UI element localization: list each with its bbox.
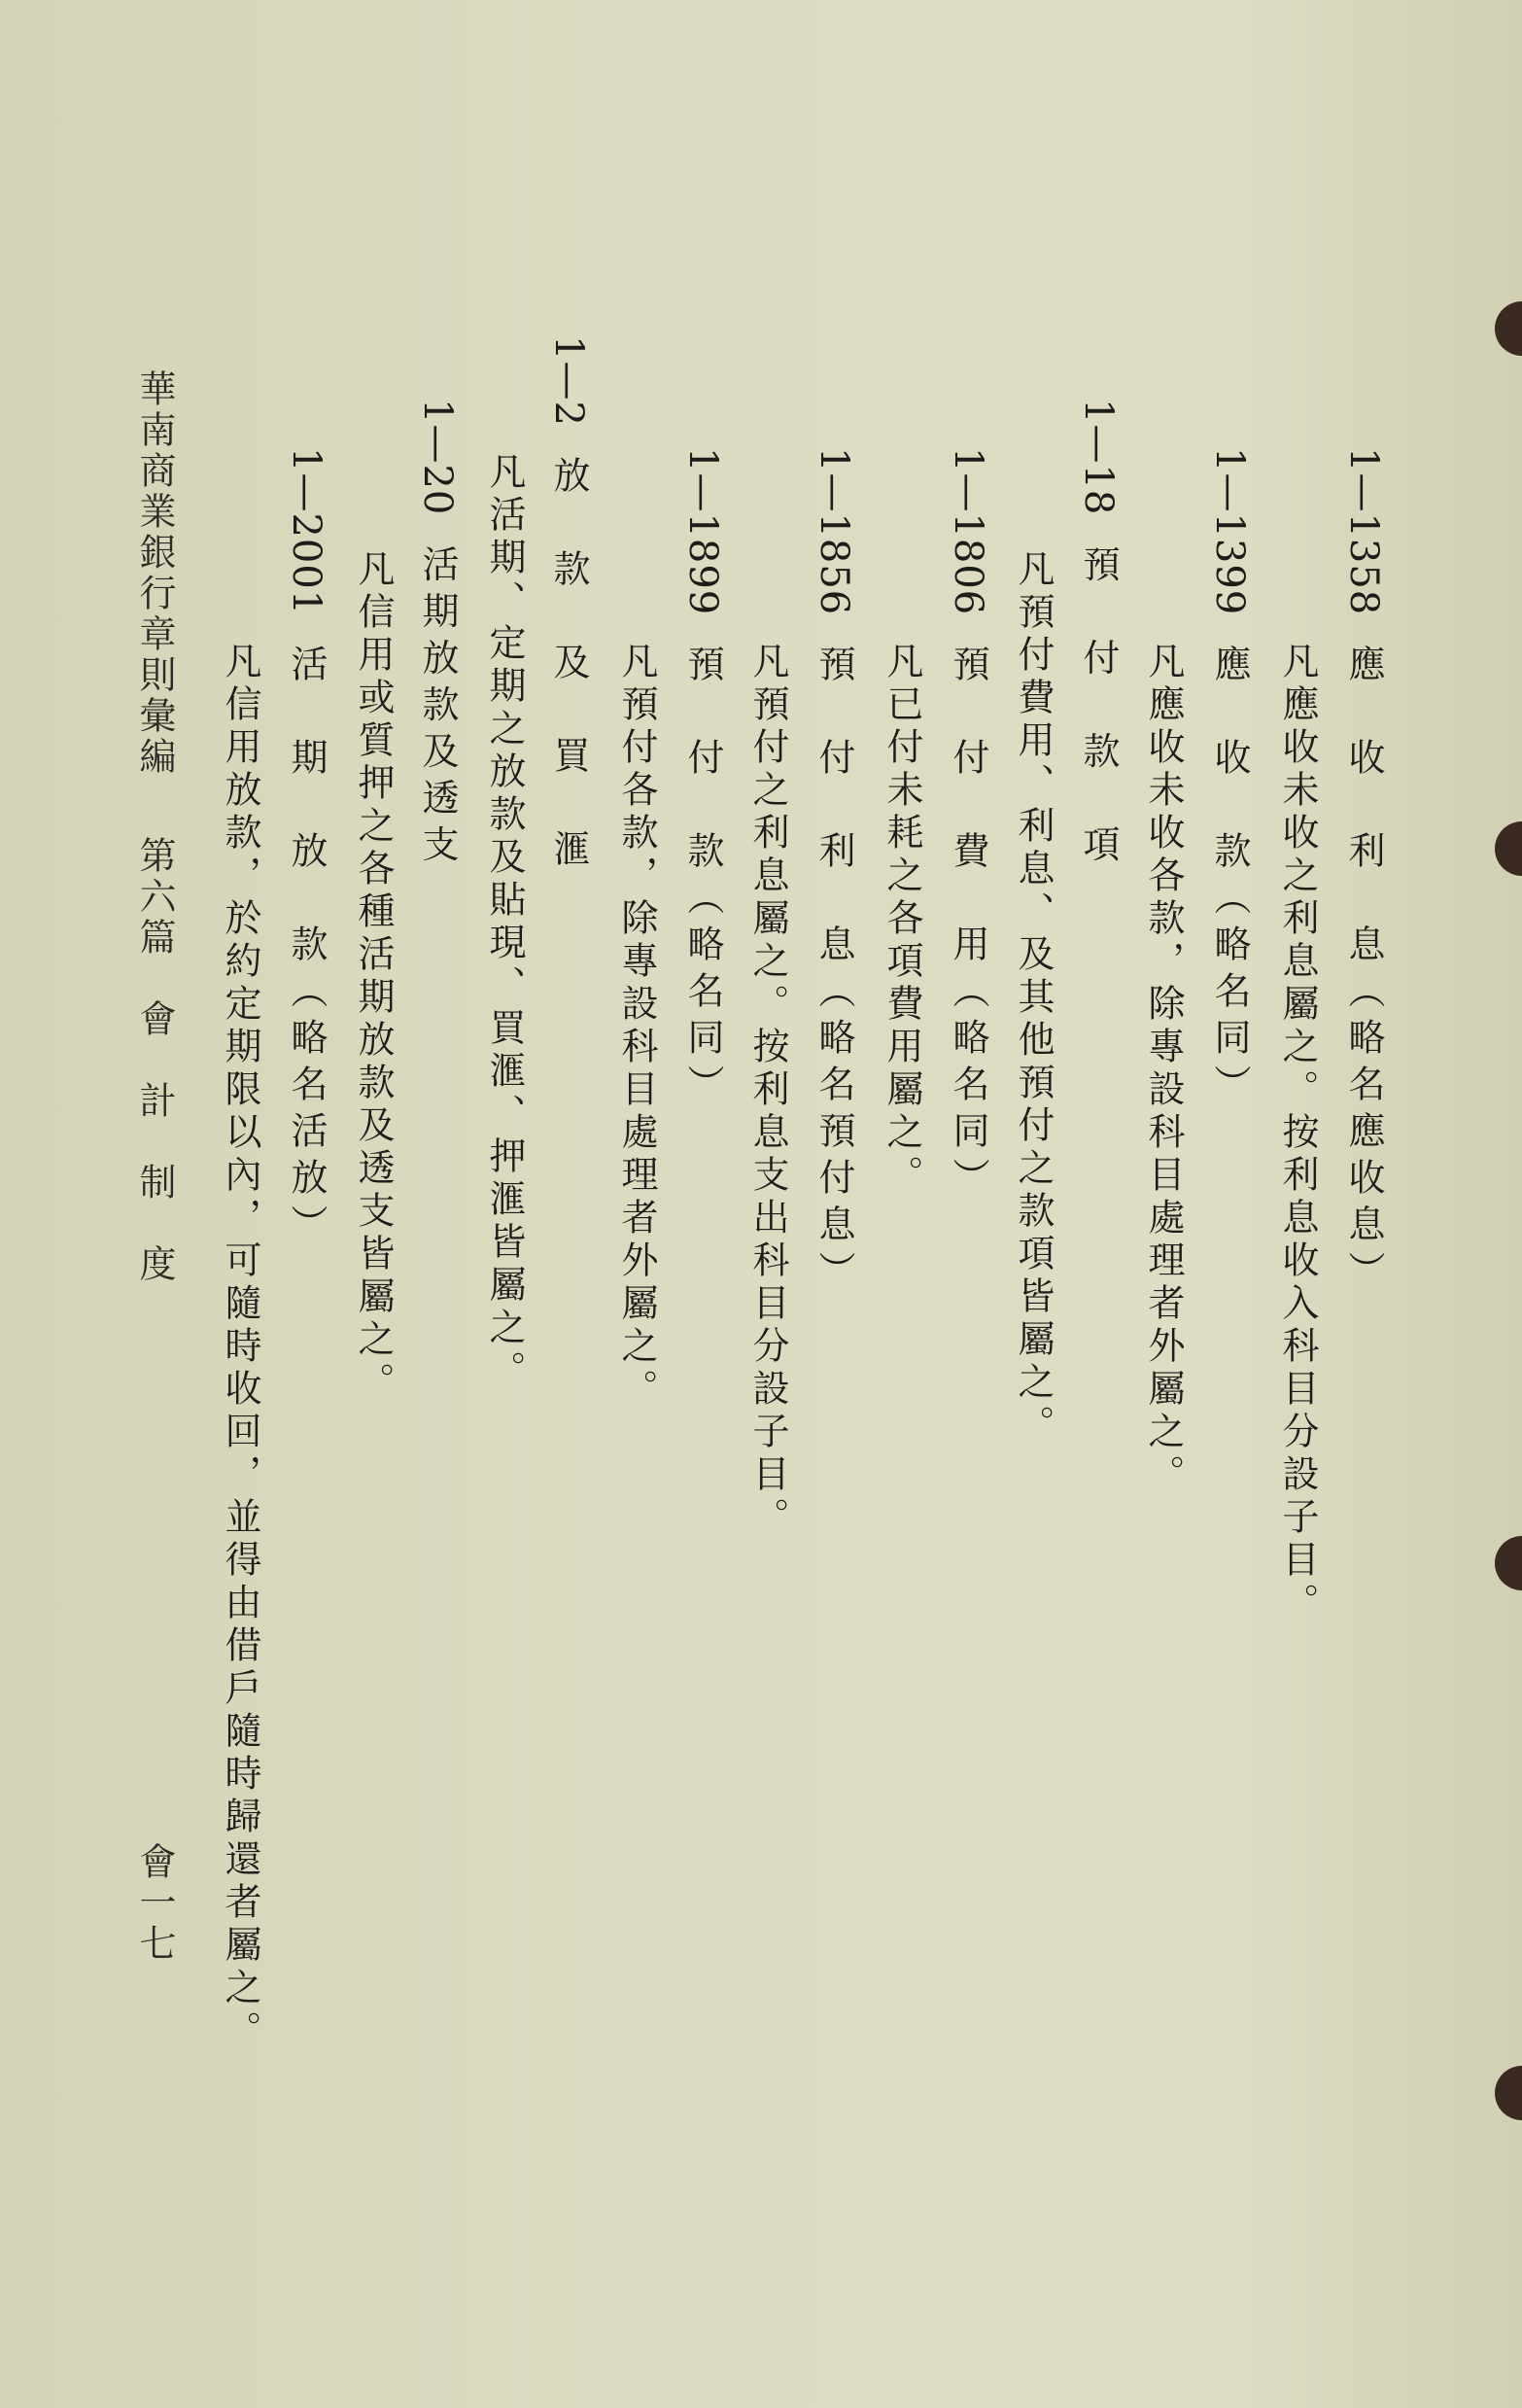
account-entry-1899: [680, 447, 725, 1112]
account-description: 凡應收未收之利息屬之。按利息收入科目分設子目。: [1276, 642, 1319, 1625]
binding-hole: [1495, 821, 1522, 876]
account-title: 預 付 利 息（略名預付息）: [813, 645, 855, 1299]
account-title: 應 收 款（略名同）: [1208, 645, 1251, 1112]
chapter-title: 第六篇 會 計 制 度: [133, 836, 176, 1285]
account-title: 預 付 款（略名同）: [681, 645, 724, 1112]
account-code: 1—1806: [946, 447, 990, 616]
account-entry-1806: [946, 447, 990, 1205]
account-description: 凡預付之利息屬之。按利息支出科目分設子目。: [746, 642, 789, 1540]
account-title: 活 期 放 款（略名活放）: [285, 645, 328, 1252]
account-entry-1358: [1341, 447, 1386, 1299]
account-description: 凡預付各款，除專設科目處理者外屬之。: [615, 642, 658, 1412]
account-code: 1—1899: [680, 447, 725, 616]
account-title: 預 付 款 項: [1077, 544, 1120, 872]
account-title: 預 付 費 用（略名同）: [947, 645, 989, 1205]
account-entry-20: [415, 399, 460, 872]
account-title: 應 收 利 息（略名應收息）: [1342, 645, 1385, 1299]
account-title: 活期放款及透支: [416, 544, 459, 872]
account-description: 凡已付未耗之各項費用屬之。: [881, 642, 923, 1198]
binding-hole: [1495, 2066, 1522, 2120]
running-footer: [133, 369, 176, 1285]
account-code: 1—2001: [284, 447, 329, 616]
binding-hole: [1495, 1536, 1522, 1590]
account-description: 凡應收未收各款，除專設科目處理者外屬之。: [1142, 642, 1185, 1497]
binding-hole: [1495, 301, 1522, 356]
account-entry-2001: [284, 447, 329, 1252]
account-entry-1399: [1207, 447, 1252, 1112]
account-code: 1—1399: [1207, 447, 1252, 616]
account-entry-1856: [812, 447, 856, 1299]
book-title: 華南商業銀行章則彙編: [133, 369, 176, 778]
account-code: 1—20: [415, 399, 460, 516]
account-code: 1—1856: [812, 447, 856, 616]
account-code: 1—1358: [1341, 447, 1386, 616]
account-description: 凡信用放款，於約定期限以內，可隨時收回，並得由借戶隨時歸還者屬之。: [219, 642, 261, 2053]
account-entry-18: [1076, 399, 1121, 872]
account-description: 凡預付費用、利息、及其他預付之款項皆屬之。: [1012, 549, 1055, 1448]
account-description: 凡信用或質押之各種活期放款及透支皆屬之。: [352, 549, 395, 1405]
page-number: 會一七: [133, 1842, 176, 1965]
account-code: 1—2: [546, 335, 591, 427]
account-description: 凡活期、定期之放款及貼現、買滙、押滙皆屬之。: [483, 452, 526, 1393]
account-entry-2: [546, 335, 591, 876]
account-title: 放 款 及 買 滙: [547, 455, 590, 876]
account-code: 1—18: [1076, 399, 1121, 516]
